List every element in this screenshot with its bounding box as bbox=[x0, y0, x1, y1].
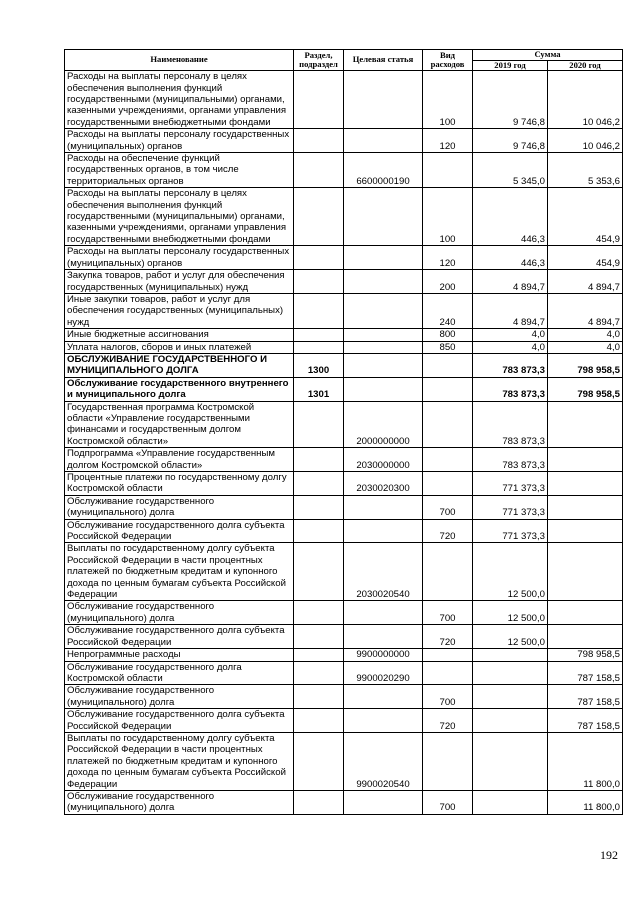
cell-kind bbox=[423, 153, 473, 188]
cell-2019: 12 500,0 bbox=[473, 543, 548, 601]
cell-target bbox=[344, 71, 423, 129]
cell-kind: 700 bbox=[423, 495, 473, 519]
cell-target bbox=[344, 341, 423, 353]
cell-name: Расходы на выплаты персоналу в целях обеспечения выполнения функций государственными (муниципальными) органами, казенными учреждениями, органами управления государственными внебюджетными фондами bbox=[65, 71, 294, 129]
cell-kind: 700 bbox=[423, 685, 473, 709]
cell-2020 bbox=[548, 625, 623, 649]
cell-section bbox=[294, 472, 344, 496]
cell-2019: 4,0 bbox=[473, 341, 548, 353]
cell-2019: 783 873,3 bbox=[473, 401, 548, 448]
cell-target: 2030020300 bbox=[344, 472, 423, 496]
cell-target bbox=[344, 246, 423, 270]
cell-section bbox=[294, 519, 344, 543]
cell-2020 bbox=[548, 519, 623, 543]
cell-2019: 5 345,0 bbox=[473, 153, 548, 188]
cell-2019: 12 500,0 bbox=[473, 625, 548, 649]
header-row bbox=[65, 50, 623, 61]
cell-name: Обслуживание государственного долга субъекта Российской Федерации bbox=[65, 625, 294, 649]
cell-target bbox=[344, 353, 423, 377]
table-row bbox=[65, 625, 623, 649]
cell-name: Обслуживание государственного (муниципального) долга bbox=[65, 790, 294, 814]
cell-name: Обслуживание государственного долга субъекта Российской Федерации bbox=[65, 709, 294, 733]
cell-kind bbox=[423, 543, 473, 601]
header-2019: 2019 год bbox=[473, 60, 548, 71]
table-body bbox=[65, 71, 623, 815]
cell-section bbox=[294, 153, 344, 188]
cell-section bbox=[294, 649, 344, 661]
cell-section bbox=[294, 341, 344, 353]
table-row bbox=[65, 341, 623, 353]
cell-name: Расходы на выплаты персоналу в целях обеспечения выполнения функций государственными (муниципальными) органами, казенными учреждениями, органами управления государственными внебюджетными фондами bbox=[65, 188, 294, 246]
cell-2019: 446,3 bbox=[473, 246, 548, 270]
cell-target bbox=[344, 129, 423, 153]
cell-section bbox=[294, 495, 344, 519]
table-row bbox=[65, 790, 623, 814]
budget-table bbox=[64, 49, 623, 815]
table-row bbox=[65, 188, 623, 246]
cell-name: Обслуживание государственного (муниципального) долга bbox=[65, 685, 294, 709]
table-row bbox=[65, 329, 623, 341]
cell-name: Закупка товаров, работ и услуг для обеспечения государственных (муниципальных) нужд bbox=[65, 270, 294, 294]
table-row bbox=[65, 448, 623, 472]
cell-section bbox=[294, 329, 344, 341]
table-row bbox=[65, 661, 623, 685]
cell-target bbox=[344, 329, 423, 341]
cell-2020: 10 046,2 bbox=[548, 71, 623, 129]
cell-name: Выплаты по государственному долгу субъекта Российской Федерации в части процентных платежей по бюджетным кредитам и купонного дохода по ценным бумагам субъекта Российской Федерации bbox=[65, 732, 294, 790]
cell-kind bbox=[423, 377, 473, 401]
page-number: 192 bbox=[600, 848, 618, 862]
cell-2019: 4 894,7 bbox=[473, 293, 548, 328]
cell-target bbox=[344, 790, 423, 814]
cell-kind bbox=[423, 732, 473, 790]
cell-2019: 783 873,3 bbox=[473, 353, 548, 377]
cell-name: Обслуживание государственного долга Костромской области bbox=[65, 661, 294, 685]
cell-section: 1300 bbox=[294, 353, 344, 377]
cell-section: 1301 bbox=[294, 377, 344, 401]
cell-target bbox=[344, 293, 423, 328]
cell-name: ОБСЛУЖИВАНИЕ ГОСУДАРСТВЕННОГО И МУНИЦИПАЛЬНОГО ДОЛГА bbox=[65, 353, 294, 377]
table-row bbox=[65, 685, 623, 709]
cell-target: 2030020540 bbox=[344, 543, 423, 601]
cell-kind: 850 bbox=[423, 341, 473, 353]
cell-kind: 700 bbox=[423, 790, 473, 814]
table-row bbox=[65, 401, 623, 448]
cell-2020: 4 894,7 bbox=[548, 293, 623, 328]
cell-2019 bbox=[473, 661, 548, 685]
cell-section bbox=[294, 685, 344, 709]
cell-2020 bbox=[548, 401, 623, 448]
table-row bbox=[65, 270, 623, 294]
cell-target: 9900000000 bbox=[344, 649, 423, 661]
cell-2020 bbox=[548, 448, 623, 472]
table-row bbox=[65, 472, 623, 496]
cell-2020: 5 353,6 bbox=[548, 153, 623, 188]
table-row bbox=[65, 519, 623, 543]
cell-kind bbox=[423, 661, 473, 685]
cell-name: Иные закупки товаров, работ и услуг для обеспечения государственных (муниципальных) нужд bbox=[65, 293, 294, 328]
table-row bbox=[65, 353, 623, 377]
cell-kind bbox=[423, 649, 473, 661]
table-row bbox=[65, 377, 623, 401]
cell-target: 2000000000 bbox=[344, 401, 423, 448]
cell-kind bbox=[423, 448, 473, 472]
table-row bbox=[65, 495, 623, 519]
table-row bbox=[65, 71, 623, 129]
cell-name: Обслуживание государственного (муниципального) долга bbox=[65, 601, 294, 625]
cell-2019: 4,0 bbox=[473, 329, 548, 341]
cell-kind bbox=[423, 472, 473, 496]
cell-name: Обслуживание государственного долга субъекта Российской Федерации bbox=[65, 519, 294, 543]
cell-target bbox=[344, 685, 423, 709]
cell-2020: 454,9 bbox=[548, 246, 623, 270]
cell-2019: 771 373,3 bbox=[473, 472, 548, 496]
cell-section bbox=[294, 448, 344, 472]
header-target: Целевая статья bbox=[344, 50, 423, 71]
cell-target bbox=[344, 519, 423, 543]
cell-2020: 4,0 bbox=[548, 329, 623, 341]
cell-name: Государственная программа Костромской области «Управление государственными финансами и государственным долгом Костромской области» bbox=[65, 401, 294, 448]
cell-name: Обслуживание государственного (муниципального) долга bbox=[65, 495, 294, 519]
cell-target: 9900020290 bbox=[344, 661, 423, 685]
cell-section bbox=[294, 625, 344, 649]
cell-2019: 771 373,3 bbox=[473, 519, 548, 543]
cell-2019: 12 500,0 bbox=[473, 601, 548, 625]
cell-section bbox=[294, 71, 344, 129]
cell-2020: 798 958,5 bbox=[548, 649, 623, 661]
cell-name: Непрограммные расходы bbox=[65, 649, 294, 661]
cell-name: Расходы на обеспечение функций государственных органов, в том числе территориальных органов bbox=[65, 153, 294, 188]
cell-section bbox=[294, 401, 344, 448]
cell-target bbox=[344, 188, 423, 246]
header-sum: Сумма bbox=[473, 50, 623, 61]
table-row bbox=[65, 246, 623, 270]
cell-kind: 720 bbox=[423, 709, 473, 733]
cell-section bbox=[294, 709, 344, 733]
cell-2020: 798 958,5 bbox=[548, 353, 623, 377]
cell-section bbox=[294, 270, 344, 294]
cell-2019 bbox=[473, 709, 548, 733]
table-row bbox=[65, 543, 623, 601]
cell-target: 6600000190 bbox=[344, 153, 423, 188]
cell-2019: 9 746,8 bbox=[473, 71, 548, 129]
cell-2019 bbox=[473, 732, 548, 790]
cell-name: Уплата налогов, сборов и иных платежей bbox=[65, 341, 294, 353]
cell-2019 bbox=[473, 790, 548, 814]
cell-kind: 240 bbox=[423, 293, 473, 328]
cell-2019: 446,3 bbox=[473, 188, 548, 246]
table-row bbox=[65, 732, 623, 790]
cell-2020: 11 800,0 bbox=[548, 732, 623, 790]
cell-name: Подпрограмма «Управление государственным долгом Костромской области» bbox=[65, 448, 294, 472]
cell-section bbox=[294, 188, 344, 246]
cell-kind bbox=[423, 353, 473, 377]
cell-2020: 798 958,5 bbox=[548, 377, 623, 401]
cell-2019: 9 746,8 bbox=[473, 129, 548, 153]
cell-2019: 783 873,3 bbox=[473, 377, 548, 401]
cell-kind: 100 bbox=[423, 188, 473, 246]
cell-2020: 787 158,5 bbox=[548, 709, 623, 733]
cell-kind: 200 bbox=[423, 270, 473, 294]
table-row bbox=[65, 293, 623, 328]
cell-2019: 4 894,7 bbox=[473, 270, 548, 294]
cell-2019 bbox=[473, 685, 548, 709]
cell-name: Процентные платежи по государственному долгу Костромской области bbox=[65, 472, 294, 496]
cell-section bbox=[294, 129, 344, 153]
cell-section bbox=[294, 246, 344, 270]
cell-kind: 720 bbox=[423, 625, 473, 649]
cell-target bbox=[344, 270, 423, 294]
cell-section bbox=[294, 661, 344, 685]
cell-name: Обслуживание государственного внутреннего и муниципального долга bbox=[65, 377, 294, 401]
cell-target bbox=[344, 495, 423, 519]
cell-2020: 4 894,7 bbox=[548, 270, 623, 294]
cell-name: Расходы на выплаты персоналу государственных (муниципальных) органов bbox=[65, 246, 294, 270]
cell-2020 bbox=[548, 601, 623, 625]
cell-2020: 10 046,2 bbox=[548, 129, 623, 153]
cell-2020: 11 800,0 bbox=[548, 790, 623, 814]
cell-2019 bbox=[473, 649, 548, 661]
cell-section bbox=[294, 543, 344, 601]
table-row bbox=[65, 601, 623, 625]
cell-kind bbox=[423, 401, 473, 448]
cell-kind: 120 bbox=[423, 246, 473, 270]
cell-section bbox=[294, 601, 344, 625]
header-section: Раздел, подраздел bbox=[294, 50, 344, 71]
cell-2020: 787 158,5 bbox=[548, 661, 623, 685]
table-row bbox=[65, 709, 623, 733]
cell-name: Выплаты по государственному долгу субъекта Российской Федерации в части процентных платежей по бюджетным кредитам и купонного дохода по ценным бумагам субъекта Российской Федерации bbox=[65, 543, 294, 601]
cell-2020 bbox=[548, 543, 623, 601]
cell-target bbox=[344, 601, 423, 625]
cell-2020: 787 158,5 bbox=[548, 685, 623, 709]
header-kind: Вид расходов bbox=[423, 50, 473, 71]
cell-2020: 454,9 bbox=[548, 188, 623, 246]
table-row bbox=[65, 153, 623, 188]
cell-target bbox=[344, 625, 423, 649]
cell-2019: 783 873,3 bbox=[473, 448, 548, 472]
cell-2020 bbox=[548, 472, 623, 496]
cell-2019: 771 373,3 bbox=[473, 495, 548, 519]
cell-kind: 720 bbox=[423, 519, 473, 543]
cell-target: 2030000000 bbox=[344, 448, 423, 472]
cell-kind: 120 bbox=[423, 129, 473, 153]
cell-kind: 700 bbox=[423, 601, 473, 625]
header-2020: 2020 год bbox=[548, 60, 623, 71]
cell-name: Иные бюджетные ассигнования bbox=[65, 329, 294, 341]
cell-kind: 800 bbox=[423, 329, 473, 341]
cell-kind: 100 bbox=[423, 71, 473, 129]
cell-target: 9900020540 bbox=[344, 732, 423, 790]
cell-section bbox=[294, 293, 344, 328]
cell-2020: 4,0 bbox=[548, 341, 623, 353]
cell-2020 bbox=[548, 495, 623, 519]
cell-section bbox=[294, 732, 344, 790]
cell-target bbox=[344, 377, 423, 401]
table-row bbox=[65, 129, 623, 153]
header-name: Наименование bbox=[65, 50, 294, 71]
cell-target bbox=[344, 709, 423, 733]
cell-name: Расходы на выплаты персоналу государственных (муниципальных) органов bbox=[65, 129, 294, 153]
cell-section bbox=[294, 790, 344, 814]
table-row bbox=[65, 649, 623, 661]
